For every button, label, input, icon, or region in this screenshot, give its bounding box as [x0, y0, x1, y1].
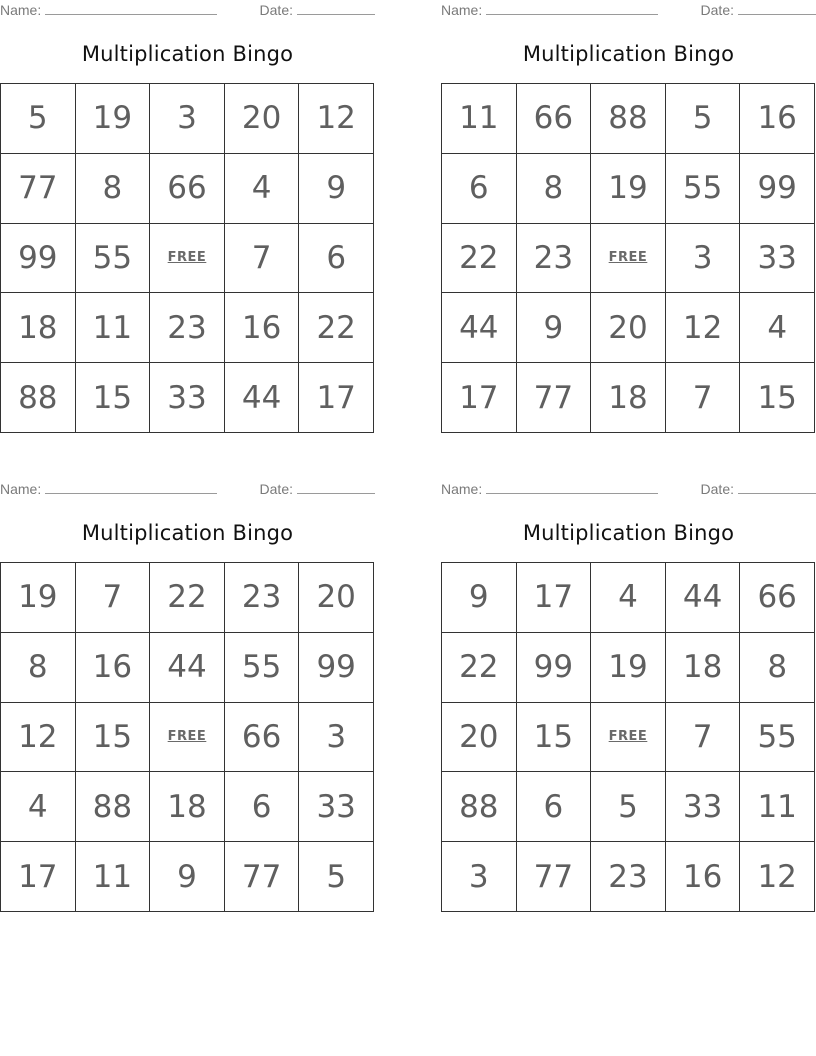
bingo-cell[interactable]: 99: [299, 633, 374, 703]
bingo-cell[interactable]: 7: [666, 703, 741, 773]
free-space-cell[interactable]: FREE: [591, 224, 666, 294]
bingo-cell[interactable]: 17: [442, 363, 517, 433]
bingo-cell[interactable]: 55: [76, 224, 151, 294]
card-header: [0, 479, 375, 501]
bingo-cell[interactable]: 33: [666, 772, 741, 842]
bingo-cell[interactable]: 77: [1, 154, 76, 224]
name-field[interactable]: [441, 2, 658, 18]
name-field[interactable]: [441, 481, 658, 497]
bingo-cell[interactable]: 9: [517, 293, 592, 363]
date-field[interactable]: [701, 2, 816, 18]
bingo-cell[interactable]: 19: [1, 563, 76, 633]
bingo-cell[interactable]: 17: [1, 842, 76, 912]
bingo-cell[interactable]: 5: [299, 842, 374, 912]
bingo-cell[interactable]: 18: [150, 772, 225, 842]
bingo-grid: [0, 83, 374, 433]
name-label: Name:: [0, 2, 42, 18]
date-label: Date:: [259, 2, 293, 18]
bingo-cell[interactable]: 22: [299, 293, 374, 363]
bingo-cell[interactable]: 55: [740, 703, 815, 773]
bingo-cell[interactable]: 3: [299, 703, 374, 773]
bingo-cell[interactable]: 88: [442, 772, 517, 842]
bingo-cell[interactable]: 6: [299, 224, 374, 294]
free-space-cell[interactable]: FREE: [150, 703, 225, 773]
name-label: Name:: [0, 481, 42, 497]
bingo-cell[interactable]: 4: [225, 154, 300, 224]
bingo-cell[interactable]: 19: [76, 84, 151, 154]
bingo-cell[interactable]: 44: [442, 293, 517, 363]
bingo-cell[interactable]: 9: [442, 563, 517, 633]
bingo-cell[interactable]: 4: [740, 293, 815, 363]
date-blank-line[interactable]: [297, 481, 375, 494]
bingo-cell[interactable]: 20: [442, 703, 517, 773]
bingo-cell[interactable]: 6: [442, 154, 517, 224]
bingo-cell[interactable]: 77: [517, 363, 592, 433]
date-label: Date:: [700, 2, 734, 18]
bingo-cell[interactable]: 5: [666, 84, 741, 154]
name-label: Name:: [441, 2, 483, 18]
bingo-cell[interactable]: 16: [225, 293, 300, 363]
bingo-cell[interactable]: 3: [442, 842, 517, 912]
card-header: [441, 0, 816, 22]
bingo-cell[interactable]: 88: [76, 772, 151, 842]
bingo-card: [441, 479, 816, 913]
bingo-grid: [0, 562, 374, 912]
bingo-cell[interactable]: 20: [591, 293, 666, 363]
bingo-cell[interactable]: 16: [76, 633, 151, 703]
name-blank-line[interactable]: [45, 2, 217, 15]
card-title: Multiplication Bingo: [81, 521, 294, 545]
bingo-cell[interactable]: 66: [517, 84, 592, 154]
bingo-cell[interactable]: 17: [517, 563, 592, 633]
bingo-cell[interactable]: 8: [76, 154, 151, 224]
bingo-cell[interactable]: 19: [591, 154, 666, 224]
bingo-cell[interactable]: 17: [299, 363, 374, 433]
name-field[interactable]: [0, 2, 217, 18]
bingo-cell[interactable]: 11: [442, 84, 517, 154]
name-field[interactable]: [0, 481, 217, 497]
card-title: Multiplication Bingo: [522, 42, 735, 66]
date-blank-line[interactable]: [738, 2, 816, 15]
bingo-cell[interactable]: 18: [666, 633, 741, 703]
bingo-card: [441, 0, 816, 434]
bingo-cell[interactable]: 8: [740, 633, 815, 703]
bingo-cell[interactable]: 16: [740, 84, 815, 154]
name-blank-line[interactable]: [486, 2, 658, 15]
date-blank-line[interactable]: [738, 481, 816, 494]
bingo-cell[interactable]: 5: [1, 84, 76, 154]
bingo-cell[interactable]: 16: [666, 842, 741, 912]
bingo-cell[interactable]: 9: [150, 842, 225, 912]
bingo-cell[interactable]: 18: [1, 293, 76, 363]
bingo-cell[interactable]: 88: [591, 84, 666, 154]
name-label: Name:: [441, 481, 483, 497]
name-blank-line[interactable]: [486, 481, 658, 494]
bingo-cell[interactable]: 20: [225, 84, 300, 154]
bingo-cell[interactable]: 99: [740, 154, 815, 224]
bingo-cell[interactable]: 66: [225, 703, 300, 773]
bingo-cell[interactable]: 12: [299, 84, 374, 154]
bingo-cell[interactable]: 3: [666, 224, 741, 294]
bingo-cell[interactable]: 11: [740, 772, 815, 842]
bingo-cell[interactable]: 33: [150, 363, 225, 433]
bingo-cell[interactable]: 55: [666, 154, 741, 224]
date-blank-line[interactable]: [297, 2, 375, 15]
bingo-cell[interactable]: 8: [1, 633, 76, 703]
name-blank-line[interactable]: [45, 481, 217, 494]
bingo-card: [0, 479, 375, 913]
free-space-cell[interactable]: FREE: [150, 224, 225, 294]
date-label: Date:: [259, 481, 293, 497]
card-header: [441, 479, 816, 501]
bingo-cell[interactable]: 44: [150, 633, 225, 703]
bingo-cell[interactable]: 12: [1, 703, 76, 773]
bingo-cell[interactable]: 7: [76, 563, 151, 633]
bingo-cell[interactable]: 15: [740, 363, 815, 433]
bingo-grid: [441, 562, 815, 912]
bingo-cell[interactable]: 66: [150, 154, 225, 224]
bingo-cell[interactable]: 33: [740, 224, 815, 294]
bingo-cell[interactable]: 9: [299, 154, 374, 224]
card-title: Multiplication Bingo: [81, 42, 294, 66]
card-header: [0, 0, 375, 22]
bingo-cell[interactable]: 22: [442, 224, 517, 294]
bingo-cell[interactable]: 33: [299, 772, 374, 842]
bingo-cell[interactable]: 3: [150, 84, 225, 154]
bingo-cell[interactable]: 7: [225, 224, 300, 294]
bingo-cell[interactable]: 8: [517, 154, 592, 224]
bingo-card: [0, 0, 375, 434]
bingo-cell[interactable]: 99: [1, 224, 76, 294]
bingo-cell[interactable]: 18: [591, 363, 666, 433]
bingo-cell[interactable]: 6: [517, 772, 592, 842]
bingo-cell[interactable]: 23: [225, 563, 300, 633]
bingo-cell[interactable]: 12: [666, 293, 741, 363]
bingo-cell[interactable]: 11: [76, 293, 151, 363]
bingo-cell[interactable]: 88: [1, 363, 76, 433]
bingo-cell[interactable]: 55: [225, 633, 300, 703]
bingo-cell[interactable]: 44: [225, 363, 300, 433]
date-field[interactable]: [260, 2, 375, 18]
bingo-cell[interactable]: 22: [442, 633, 517, 703]
bingo-grid: [441, 83, 815, 433]
bingo-cell[interactable]: 15: [76, 703, 151, 773]
bingo-cell[interactable]: 15: [76, 363, 151, 433]
card-title: Multiplication Bingo: [522, 521, 735, 545]
bingo-cell[interactable]: 7: [666, 363, 741, 433]
bingo-cell[interactable]: 5: [591, 772, 666, 842]
bingo-cell[interactable]: 11: [76, 842, 151, 912]
bingo-cell[interactable]: 6: [225, 772, 300, 842]
bingo-cell[interactable]: 19: [591, 633, 666, 703]
bingo-cell[interactable]: 22: [150, 563, 225, 633]
bingo-cell[interactable]: 66: [740, 563, 815, 633]
bingo-cell[interactable]: 23: [517, 224, 592, 294]
bingo-cell[interactable]: 99: [517, 633, 592, 703]
bingo-cell[interactable]: 23: [591, 842, 666, 912]
free-space-cell[interactable]: FREE: [591, 703, 666, 773]
date-field[interactable]: [701, 481, 816, 497]
date-field[interactable]: [260, 481, 375, 497]
date-label: Date:: [700, 481, 734, 497]
bingo-cell[interactable]: 12: [740, 842, 815, 912]
bingo-cell[interactable]: 44: [666, 563, 741, 633]
bingo-cell[interactable]: 23: [150, 293, 225, 363]
bingo-cell[interactable]: 77: [225, 842, 300, 912]
bingo-cell[interactable]: 4: [591, 563, 666, 633]
bingo-cell[interactable]: 20: [299, 563, 374, 633]
bingo-cell[interactable]: 77: [517, 842, 592, 912]
bingo-cell[interactable]: 4: [1, 772, 76, 842]
bingo-cell[interactable]: 15: [517, 703, 592, 773]
